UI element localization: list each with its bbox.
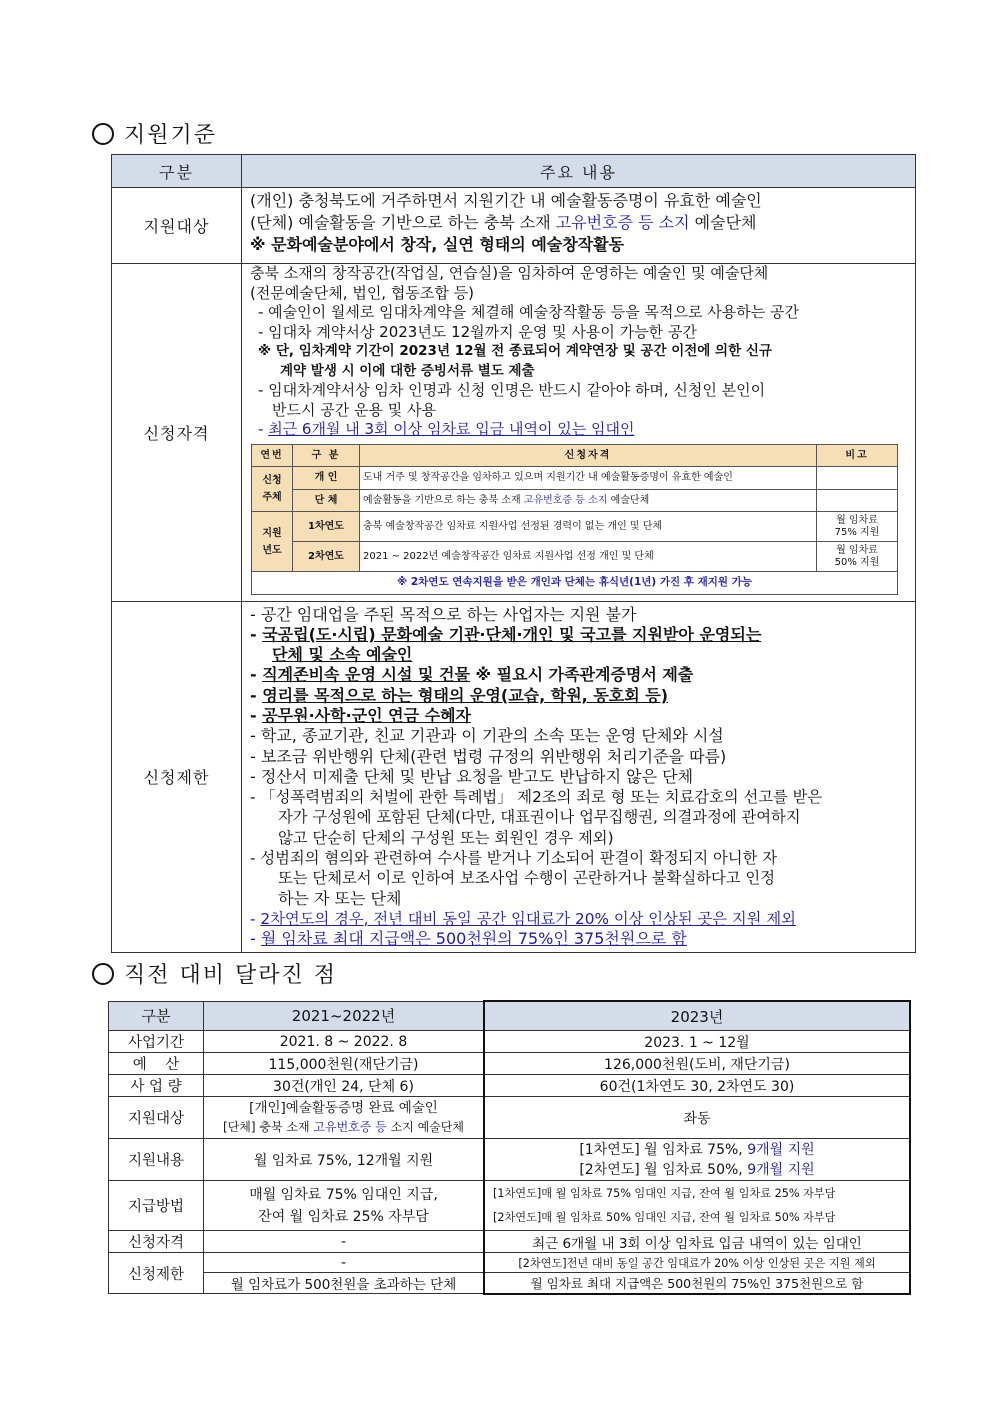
old-cell	[204, 1181, 485, 1231]
old-cell: 115,000천원(재단기금)	[204, 1053, 485, 1075]
text-span: -	[250, 929, 256, 949]
type-cell: 단 체	[293, 489, 360, 512]
text-span: [2차연도] 월 임차료 50%,	[579, 1161, 748, 1178]
old-cell: 2021. 8 ~ 2022. 8	[204, 1031, 485, 1053]
table-row	[109, 1031, 911, 1053]
inner-row	[252, 467, 898, 490]
text-span: 예술단체	[689, 213, 757, 232]
text-line: - 임대차 계약서상 2023년도 12월까지 운영 및 사용이 가능한 공간	[258, 322, 697, 341]
type-cell: 1차연도	[293, 512, 360, 542]
new-cell: 최근 6개월 내 3회 이상 임차료 입금 내역이 있는 임대인	[484, 1231, 910, 1253]
group-label	[252, 467, 293, 512]
text-span: -	[250, 665, 257, 685]
row-label: 지원내용	[109, 1139, 204, 1181]
cell-text: [1차연도]매 월 임차료 75% 임대인 지급, 잔여 월 임차료 25% 자부담	[493, 1186, 836, 1200]
text-line: 또는 단체로서 이로 인하여 보조사업 수행이 곤란하거나 불확실하다고 인정	[278, 869, 775, 888]
inner-row	[252, 542, 898, 572]
table-row	[109, 1097, 911, 1139]
text-span: -	[250, 624, 257, 644]
table-header-row	[112, 155, 916, 188]
row-label: 신청자격	[109, 1231, 204, 1253]
text-line	[250, 625, 907, 645]
table-row	[109, 1075, 911, 1097]
section-heading-criteria	[92, 118, 217, 149]
desc-cell	[360, 489, 817, 512]
text-line: 자가 구성원에 포함된 단체(다만, 대표권이나 업무집행권, 의결과정에 관여하지	[278, 808, 801, 827]
section-title: 지원기준	[124, 123, 218, 148]
table-row	[109, 1231, 911, 1253]
text-line: - 보조금 위반행위 단체(관련 법령 규정의 위반행위 처리기준을 따름)	[250, 746, 727, 766]
text-span: [단체] 충북 소재	[223, 1119, 314, 1134]
row-label: 신청자격	[112, 264, 242, 602]
text-line: 계약 발생 시 이에 대한 증빙서류 별도 제출	[280, 362, 535, 379]
text-line	[250, 909, 907, 929]
note-text: 50% 지원	[834, 556, 880, 568]
text-line	[250, 665, 907, 685]
text-span: (단체) 예술활동을 기반으로 하는 충북 소재	[250, 213, 556, 232]
text-line	[250, 420, 907, 440]
text-line: 않고 단순히 단체의 구성원 또는 회원인 경우 제외)	[278, 828, 614, 847]
row-content	[242, 188, 916, 264]
table-row	[109, 1139, 911, 1181]
text-line: (전문예술단체, 법인, 협동조합 등)	[250, 283, 474, 302]
header-2023: 2023년	[484, 1001, 910, 1031]
text-line	[250, 706, 907, 726]
old-cell: 월 임차료가 500천원을 초과하는 단체	[204, 1273, 485, 1294]
underlined-text: 영리를 목적으로 하는 형태의 운영(교습, 학원, 동호회 등)	[262, 685, 669, 705]
table-row	[109, 1273, 911, 1294]
text-line: - 성범죄의 혐의와 관련하여 수사를 받거나 기소되어 판결이 확정되지 아니한 자	[250, 849, 778, 868]
header-2021-2022: 2021~2022년	[204, 1001, 485, 1031]
row-target	[112, 188, 916, 264]
text-line	[250, 212, 907, 234]
text-line: ※ 단, 임차계약 기간이 2023년 12월 전 종료되어 계약연장 및 공간 이전에 의한 신규	[258, 343, 772, 359]
note-cell	[817, 512, 898, 542]
highlight-text: 최근 6개월 내 3회 이상 임차료 입금 내역이 있는 임대인	[268, 420, 635, 438]
footnote: ※ 2차연도 연속지원을 받은 개인과 단체는 휴식년(1년) 가진 후 재지원 가능	[252, 572, 898, 595]
text-span: 예술단체	[607, 494, 650, 506]
group-label-text: 주체	[262, 492, 282, 503]
new-cell: 좌동	[484, 1097, 910, 1139]
circle-bullet-icon	[92, 963, 114, 985]
new-cell	[484, 1181, 910, 1231]
row-label: 사 업 량	[109, 1075, 204, 1097]
row-label: 지원대상	[112, 188, 242, 264]
highlight-text: 고유번호증 등 소지	[523, 494, 608, 506]
text-line: - 「성폭력범죄의 처벌에 관한 특례법」 제2조의 죄로 형 또는 치료감호의 선고를 받은	[250, 788, 823, 807]
row-label: 신청제한	[112, 601, 242, 952]
note-text: 월 임차료	[836, 514, 878, 526]
cell-text: [개인]예술활동증명 완료 예술인	[249, 1099, 438, 1116]
highlight-text: 고유번호증 등	[313, 1119, 387, 1134]
row-content	[242, 601, 916, 952]
text-span: -	[250, 705, 257, 725]
group-label-text: 신청	[262, 475, 282, 486]
table-header-row	[109, 1001, 911, 1031]
comparison-table	[108, 1000, 911, 1295]
inner-row	[252, 512, 898, 542]
old-cell: 30건(개인 24, 단체 6)	[204, 1075, 485, 1097]
text-line: - 정산서 미제출 단체 및 반납 요청을 받고도 반납하지 않은 단체	[250, 766, 694, 786]
old-cell: 월 임차료 75%, 12개월 지원	[204, 1139, 485, 1181]
table-row	[109, 1053, 911, 1075]
inner-header: 비고	[817, 444, 898, 467]
text-line	[250, 686, 907, 706]
note-text: 75% 지원	[834, 526, 880, 538]
cell-text	[488, 1140, 906, 1160]
inner-header: 구 분	[293, 444, 360, 467]
desc-cell: 도내 거주 및 창작공간을 임차하고 있으며 지원기간 내 예술활동증명이 유효한 예술인	[360, 467, 817, 490]
inner-footnote-row	[252, 572, 898, 595]
text-span: 소지 예술단체	[386, 1119, 464, 1134]
text-span: ※ 필요시 가족관계증명서 제출	[469, 665, 694, 685]
row-label: 지원대상	[109, 1097, 204, 1139]
highlight-text: 2차연도의 경우, 전년 대비 동일 공간 임대료가 20% 이상 인상된 곳은 지원 제외	[260, 909, 796, 928]
header-main-content: 주요 내용	[242, 155, 916, 188]
inner-header-row	[252, 444, 898, 467]
desc-cell: 충북 예술창작공간 임차료 지원사업 선정된 경력이 없는 개인 및 단체	[360, 512, 817, 542]
highlight-text: 9개월 지원	[747, 1141, 815, 1158]
group-label-text: 년도	[262, 544, 282, 556]
group-label	[252, 512, 293, 572]
new-cell: [2차연도]전년 대비 동일 공간 임대료가 20% 이상 인상된 곳은 지원 제외	[484, 1253, 910, 1273]
row-label: 예 산	[109, 1053, 204, 1075]
underlined-text: 직계존비속 운영 시설 및 건물	[262, 665, 470, 685]
text-line	[250, 929, 907, 949]
text-line: 하는 자 또는 단체	[278, 888, 402, 908]
table-row	[109, 1253, 911, 1273]
header-category: 구분	[109, 1001, 204, 1031]
inner-row	[252, 489, 898, 512]
cell-text	[488, 1160, 906, 1180]
cell-text	[207, 1118, 480, 1137]
highlight-text: 고유번호증 등 소지	[555, 213, 690, 232]
text-span: -	[250, 685, 257, 705]
new-cell: 월 임차료 최대 지급액은 500천원의 75%인 375천원으로 함	[484, 1273, 910, 1294]
table-row	[109, 1181, 911, 1231]
text-line: (개인) 충청북도에 거주하면서 지원기간 내 예술활동증명이 유효한 예술인	[250, 191, 762, 210]
text-line: - 공간 임대업을 주된 목적으로 하는 사업자는 지원 불가	[250, 604, 637, 624]
new-cell: 60건(1차연도 30, 2차연도 30)	[484, 1075, 910, 1097]
text-line: - 임대차계약서상 임차 인명과 신청 인명은 반드시 같아야 하며, 신청인 본인이	[258, 381, 766, 399]
text-line: - 학교, 종교기관, 친교 기관과 이 기관의 소속 또는 운영 단체와 시설	[250, 726, 724, 746]
text-line: 단체 및 소속 예술인	[272, 645, 413, 665]
desc-cell: 2021 ~ 2022년 예술창작공간 임차료 지원사업 선정 개인 및 단체	[360, 542, 817, 572]
group-label-text: 지원	[262, 527, 282, 539]
text-line: 충북 소재의 창작공간(작업실, 연습실)을 임차하여 운영하는 예술인 및 예술단체	[250, 264, 769, 282]
text-span: [1차연도] 월 임차료 75%,	[579, 1141, 748, 1158]
row-label: 지급방법	[109, 1181, 204, 1231]
text-span: -	[258, 420, 269, 438]
eligibility-inner-table	[251, 444, 898, 595]
row-label: 사업기간	[109, 1031, 204, 1053]
cell-text: 매월 임차료 75% 임대인 지급,	[249, 1186, 438, 1203]
row-qualification	[112, 264, 916, 602]
note-text: 월 임차료	[836, 544, 878, 556]
criteria-table	[111, 154, 916, 953]
note-cell	[817, 489, 898, 512]
cell-text: [2차연도]매 월 임차료 50% 임대인 지급, 잔여 월 임차료 50% 자부담	[493, 1210, 836, 1224]
underlined-text: 공무원·사학·군인 연금 수혜자	[262, 705, 471, 725]
new-cell: 126,000천원(도비, 재단기금)	[484, 1053, 910, 1075]
text-span: -	[250, 909, 256, 928]
text-line: 반드시 공간 운용 및 사용	[272, 400, 436, 419]
text-span: 예술활동을 기반으로 하는 충북 소재	[363, 494, 524, 506]
new-cell	[484, 1139, 910, 1181]
type-cell: 개 인	[293, 467, 360, 490]
section-heading-changes	[92, 958, 337, 989]
note-cell	[817, 467, 898, 490]
highlight-text: 9개월 지원	[747, 1161, 815, 1178]
note-cell	[817, 542, 898, 572]
circle-bullet-icon	[92, 123, 114, 145]
old-cell	[204, 1097, 485, 1139]
row-content	[242, 264, 916, 602]
section-title: 직전 대비 달라진 점	[124, 963, 337, 988]
underlined-text: 국공립(도·시립) 문화예술 기관·단체·개인 및 국고를 지원받아 운영되는	[262, 624, 762, 644]
old-cell: -	[204, 1231, 485, 1253]
text-line: - 예술인이 월세로 임대차계약을 체결해 예술창작활동 등을 목적으로 사용하는 공간	[258, 303, 799, 321]
text-line: ※ 문화예술분야에서 창작, 실연 형태의 예술창작활동	[250, 235, 625, 254]
new-cell: 2023. 1 ~ 12월	[484, 1031, 910, 1053]
row-restriction	[112, 601, 916, 952]
old-cell: -	[204, 1253, 485, 1273]
row-label: 신청제한	[109, 1253, 204, 1294]
type-cell: 2차연도	[293, 542, 360, 572]
header-category: 구분	[112, 155, 242, 188]
highlight-text: 월 임차료 최대 지급액은 500천원의 75%인 375천원으로 함	[260, 929, 687, 949]
cell-text: 잔여 월 임차료 25% 자부담	[258, 1208, 429, 1225]
inner-header: 신청자격	[360, 444, 817, 467]
inner-header: 연번	[252, 444, 293, 467]
